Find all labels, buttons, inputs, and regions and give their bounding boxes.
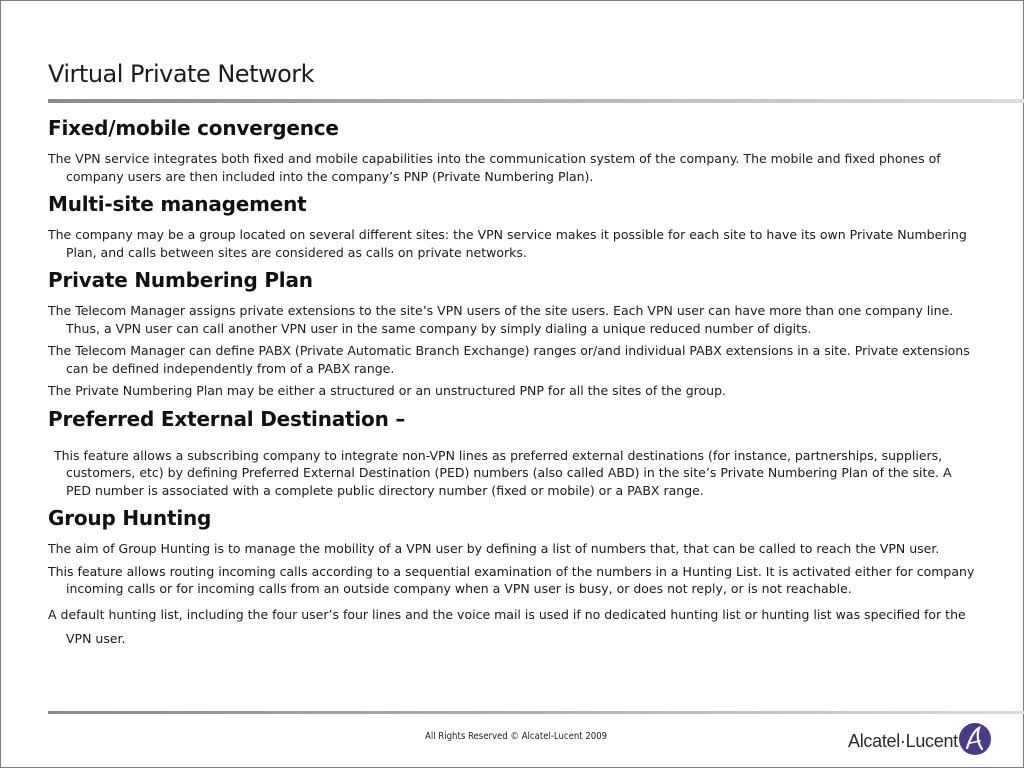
- paragraph: The Telecom Manager assigns private extensions to the site’s VPN users of the site users. Each VPN user can have more than one company line. Thus, a VPN user can call another VPN user in the same company by simply dialing a unique reduced number of digits.: [48, 303, 954, 336]
- logo-wordmark: Alcatel·Lucent: [848, 731, 958, 751]
- section-heading-private-numbering-plan: Private Numbering Plan: [48, 268, 313, 292]
- paragraph: The company may be a group located on several different sites: the VPN service makes it possible for each site to have its own Private Numbering Plan, and calls between sites are considered as calls on private networks.: [48, 227, 967, 260]
- footer-copyright: All Rights Reserved © Alcatel-Lucent 2009: [425, 731, 608, 742]
- paragraph: The aim of Group Hunting is to manage the mobility of a VPN user by defining a list of numbers that, that can be called to reach the VPN user.: [48, 541, 940, 556]
- paragraph: The Telecom Manager can define PABX (Private Automatic Branch Exchange) ranges or/and individual PABX extensions in a site. Private extensions can be defined independently from of a PABX range.: [48, 343, 970, 376]
- section-heading-multi-site: Multi-site management: [48, 192, 307, 216]
- alcatel-lucent-logo-icon: [958, 722, 992, 756]
- footer-divider: [48, 711, 1024, 714]
- section-heading-preferred-external-destination: Preferred External Destination –: [48, 406, 406, 431]
- paragraph: This feature allows a subscribing company to integrate non-VPN lines as preferred external destinations (for instance, partnerships, suppliers, customers, etc) by defining Preferred External Destination (PED) numbers (also called ABD) in the site’s Private Numbering Plan of the site. A PED number is associated with a complete public directory number (fixed or mobile) or a PABX range.: [54, 447, 952, 498]
- paragraph: The VPN service integrates both fixed and mobile capabilities into the communication system of the company. The mobile and fixed phones of company users are then included into the company’s PNP (Private Numbering Plan).: [48, 151, 941, 184]
- paragraph: The Private Numbering Plan may be either a structured or an unstructured PNP for all the sites of the group.: [48, 383, 726, 398]
- paragraph: A default hunting list, including the four user’s four lines and the voice mail is used if no dedicated hunting list or hunting list was specified for the VPN user.: [48, 606, 966, 646]
- title-divider: [48, 99, 1024, 103]
- section-heading-group-hunting: Group Hunting: [48, 506, 212, 530]
- page-title: Virtual Private Network: [48, 60, 315, 88]
- paragraph: This feature allows routing incoming calls according to a sequential examination of the numbers in a Hunting List. It is activated either for company incoming calls or for incoming calls from an outside company when a VPN user is busy, or does not reply, or is not reachable.: [48, 563, 975, 596]
- section-heading-fixed-mobile: Fixed/mobile convergence: [48, 116, 339, 140]
- slide-content: [48, 110, 978, 656]
